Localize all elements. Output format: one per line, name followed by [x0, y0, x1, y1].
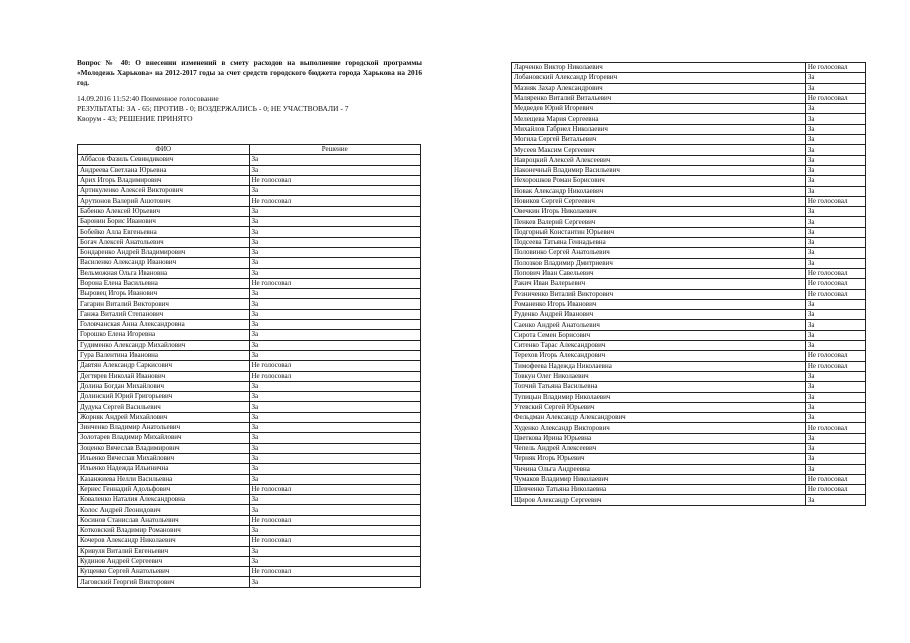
vote-decision: За	[249, 186, 421, 196]
vote-decision: За	[249, 577, 421, 587]
table-row	[78, 423, 421, 433]
vote-decision: За	[805, 217, 865, 227]
vote-decision: Не голосовал	[805, 279, 865, 289]
vote-decision: За	[249, 258, 421, 268]
deputy-name: Дудука Сергей Васильевич	[78, 402, 250, 412]
deputy-name: Саенко Андрей Анатольевич	[512, 320, 806, 330]
table-row	[512, 454, 866, 464]
vote-decision: За	[249, 546, 421, 556]
table-row	[78, 175, 421, 185]
deputy-name: Бондаренко Андрей Владимирович	[78, 247, 250, 257]
deputy-name: Арутюнов Валерий Ашотович	[78, 196, 250, 206]
table-row	[512, 402, 866, 412]
vote-decision: За	[249, 217, 421, 227]
vote-decision: За	[805, 341, 865, 351]
vote-decision: За	[249, 464, 421, 474]
deputy-name: Новиков Сергей Сергеевич	[512, 196, 806, 206]
vote-decision: За	[249, 340, 421, 350]
vote-decision: За	[805, 114, 865, 124]
vote-decision: Не голосовал	[805, 485, 865, 495]
deputy-name: Котковский Владимир Романович	[78, 525, 250, 535]
vote-decision: За	[249, 320, 421, 330]
table-row	[78, 330, 421, 340]
deputy-name: Кущенко Сергей Анатольевич	[78, 567, 250, 577]
deputy-name: Попович Иван Савельевич	[512, 268, 806, 278]
vote-decision: Не голосовал	[805, 196, 865, 206]
vote-decision: За	[805, 73, 865, 83]
vote-decision: За	[805, 382, 865, 392]
vote-decision: Не голосовал	[249, 515, 421, 525]
table-row	[512, 135, 866, 145]
table-row	[78, 237, 421, 247]
table-row	[512, 361, 866, 371]
deputy-name: Богач Алексей Анатольевич	[78, 237, 250, 247]
deputy-name: Ракич Иван Валерьевич	[512, 279, 806, 289]
vote-decision: За	[249, 227, 421, 237]
deputy-name: Михайлов Габриел Николаевич	[512, 124, 806, 134]
votes-table-left-body	[78, 155, 421, 587]
vote-decision: За	[805, 248, 865, 258]
vote-decision: За	[805, 165, 865, 175]
table-row	[512, 423, 866, 433]
vote-decision: За	[805, 320, 865, 330]
deputy-name: Черняк Игорь Юрьевич	[512, 454, 806, 464]
vote-decision: За	[249, 247, 421, 257]
table-row	[512, 124, 866, 134]
table-header-row	[78, 145, 421, 155]
table-row	[512, 186, 866, 196]
table-row	[512, 464, 866, 474]
column-header-name: ФИО	[78, 145, 250, 155]
votes-table-right-body	[512, 63, 866, 506]
vote-decision: За	[249, 505, 421, 515]
table-row	[512, 413, 866, 423]
table-row	[78, 515, 421, 525]
table-row	[78, 577, 421, 587]
vote-decision: За	[249, 381, 421, 391]
vote-decision: Не голосовал	[249, 484, 421, 494]
table-row	[512, 485, 866, 495]
deputy-name: Кочеров Александр Николаевич	[78, 536, 250, 546]
table-row	[78, 443, 421, 453]
table-row	[78, 361, 421, 371]
vote-decision: За	[805, 238, 865, 248]
vote-results: РЕЗУЛЬТАТЫ: ЗА - 65; ПРОТИВ - 0; ВОЗДЕРЖАЛИСЬ - 0; НЕ УЧАСТВОВАЛИ - 7	[77, 104, 349, 113]
table-row	[512, 289, 866, 299]
table-row	[78, 278, 421, 288]
vote-decision: За	[249, 299, 421, 309]
deputy-name: Ильенко Вячеслав Михайлович	[78, 453, 250, 463]
table-row	[512, 268, 866, 278]
deputy-name: Коваленко Наталия Александровна	[78, 495, 250, 505]
deputy-name: Нехорошков Роман Борисович	[512, 176, 806, 186]
deputy-name: Чичина Ольга Андреевна	[512, 464, 806, 474]
deputy-name: Товкун Олег Николаевич	[512, 371, 806, 381]
vote-decision: За	[249, 309, 421, 319]
table-row	[512, 155, 866, 165]
vote-decision: За	[249, 289, 421, 299]
vote-decision: За	[249, 433, 421, 443]
deputy-name: Шевченко Татьяна Николаевна	[512, 485, 806, 495]
document-header	[77, 58, 422, 124]
table-row	[512, 433, 866, 443]
table-row	[78, 217, 421, 227]
vote-decision: За	[249, 155, 421, 165]
vote-decision: За	[249, 402, 421, 412]
table-row	[78, 268, 421, 278]
deputy-name: Долинский Юрий Григорьевич	[78, 392, 250, 402]
table-row	[512, 73, 866, 83]
deputy-name: Подгорный Константин Юрьевич	[512, 227, 806, 237]
table-row	[78, 320, 421, 330]
deputy-name: Пенкев Валерий Сергеевич	[512, 217, 806, 227]
deputy-name: Полозков Владимир Дмитриевич	[512, 258, 806, 268]
deputy-name: Мусеев Максим Сергеевич	[512, 145, 806, 155]
table-row	[78, 371, 421, 381]
vote-decision: За	[249, 412, 421, 422]
deputy-name: Тимофеева Надежда Николаевна	[512, 361, 806, 371]
votes-table-left	[77, 144, 421, 588]
vote-decision: За	[805, 495, 865, 505]
table-row	[78, 495, 421, 505]
votes-table-right	[511, 62, 866, 506]
table-row	[512, 93, 866, 103]
vote-decision: За	[249, 453, 421, 463]
vote-decision: За	[249, 525, 421, 535]
deputy-name: Руденко Андрей Иванович	[512, 310, 806, 320]
deputy-name: Топчий Татьяна Васильевна	[512, 382, 806, 392]
table-row	[78, 433, 421, 443]
deputy-name: Зинченко Владимир Анатольевич	[78, 423, 250, 433]
vote-decision: Не голосовал	[805, 351, 865, 361]
deputy-name: Мазняк Захар Александрович	[512, 83, 806, 93]
table-row	[512, 63, 866, 73]
vote-decision: За	[805, 176, 865, 186]
deputy-name: Косинов Станислав Анатольевич	[78, 515, 250, 525]
deputy-name: Гагарин Виталий Викторович	[78, 299, 250, 309]
deputy-name: Ильенко Надежда Ильинична	[78, 464, 250, 474]
deputy-name: Гура Валентина Ивановна	[78, 350, 250, 360]
deputy-name: Гудименко Александр Михайлович	[78, 340, 250, 350]
table-row	[512, 176, 866, 186]
vote-decision: Не голосовал	[249, 278, 421, 288]
table-row	[78, 453, 421, 463]
table-row	[512, 196, 866, 206]
vote-decision: За	[805, 433, 865, 443]
vote-decision: За	[805, 124, 865, 134]
table-row	[512, 495, 866, 505]
deputy-name: Худенко Александр Викторович	[512, 423, 806, 433]
deputy-name: Казанжиева Нелли Васильевна	[78, 474, 250, 484]
vote-decision: За	[805, 413, 865, 423]
deputy-name: Ситенко Тарас Александрович	[512, 341, 806, 351]
vote-decision: За	[249, 495, 421, 505]
vote-decision: За	[805, 371, 865, 381]
vote-decision: За	[805, 258, 865, 268]
deputy-name: Резниченко Виталий Викторович	[512, 289, 806, 299]
table-row	[78, 247, 421, 257]
table-row	[78, 556, 421, 566]
deputy-name: Кудинов Андрей Сергеевич	[78, 556, 250, 566]
table-row	[78, 186, 421, 196]
vote-decision: За	[805, 443, 865, 453]
table-row	[78, 258, 421, 268]
table-row	[512, 310, 866, 320]
vote-decision: За	[249, 423, 421, 433]
deputy-name: Василенко Александр Иванович	[78, 258, 250, 268]
vote-decision: За	[805, 454, 865, 464]
table-row	[512, 351, 866, 361]
deputy-name: Выровец Игорь Иванович	[78, 289, 250, 299]
table-row	[512, 330, 866, 340]
table-row	[512, 279, 866, 289]
deputy-name: Чепель Андрей Алексеевич	[512, 443, 806, 453]
deputy-name: Дегтярев Николай Иванович	[78, 371, 250, 381]
deputy-name: Зоценко Вячеслав Владимирович	[78, 443, 250, 453]
vote-decision: За	[249, 443, 421, 453]
deputy-name: Навроцкий Алексей Алексеевич	[512, 155, 806, 165]
table-row	[78, 309, 421, 319]
deputy-name: Цветкова Ирина Юрьевна	[512, 433, 806, 443]
deputy-name: Баронин Борис Иванович	[78, 217, 250, 227]
deputy-name: Артикуленко Алексей Викторович	[78, 186, 250, 196]
vote-decision: За	[249, 237, 421, 247]
table-row	[78, 474, 421, 484]
table-row	[512, 248, 866, 258]
table-row	[512, 443, 866, 453]
deputy-name: Кернес Геннадий Адольфович	[78, 484, 250, 494]
deputy-name: Головчанская Анна Александровна	[78, 320, 250, 330]
vote-decision: Не голосовал	[249, 567, 421, 577]
deputy-name: Щиров Александр Сергеевич	[512, 495, 806, 505]
table-row	[512, 217, 866, 227]
vote-decision: Не голосовал	[805, 63, 865, 73]
vote-decision: За	[249, 556, 421, 566]
deputy-name: Могила Сергей Витальевич	[512, 135, 806, 145]
table-row	[78, 412, 421, 422]
vote-decision: Не голосовал	[805, 93, 865, 103]
deputy-name: Наконечный Владимир Васильевич	[512, 165, 806, 175]
vote-decision: Не голосовал	[249, 371, 421, 381]
vote-decision: Не голосовал	[805, 361, 865, 371]
table-row	[512, 165, 866, 175]
vote-decision: За	[805, 135, 865, 145]
table-row	[78, 227, 421, 237]
deputy-name: Ворона Елена Васильевна	[78, 278, 250, 288]
vote-decision: Не голосовал	[805, 268, 865, 278]
vote-decision: За	[805, 155, 865, 165]
vote-decision: За	[805, 330, 865, 340]
deputy-name: Лобановский Александр Игоревич	[512, 73, 806, 83]
vote-decision: За	[249, 350, 421, 360]
table-row	[78, 340, 421, 350]
deputy-name: Ларченко Виктор Николаевич	[512, 63, 806, 73]
table-row	[78, 196, 421, 206]
deputy-name: Фельдман Александр Александрович	[512, 413, 806, 423]
table-row	[512, 320, 866, 330]
deputy-name: Терехов Игорь Александрович	[512, 351, 806, 361]
vote-decision: За	[249, 165, 421, 175]
deputy-name: Бобейко Алла Евгеньевна	[78, 227, 250, 237]
table-row	[512, 207, 866, 217]
deputy-name: Половинко Сергей Анатольевич	[512, 248, 806, 258]
table-row	[512, 83, 866, 93]
vote-decision: За	[805, 83, 865, 93]
vote-quorum: Кворум - 43; РЕШЕНИЕ ПРИНЯТО	[77, 114, 193, 123]
vote-decision: Не голосовал	[805, 289, 865, 299]
vote-decision: За	[805, 104, 865, 114]
deputy-name: Романенко Игорь Иванович	[512, 299, 806, 309]
deputy-name: Лаговский Георгий Викторович	[78, 577, 250, 587]
table-row	[78, 350, 421, 360]
vote-decision: За	[805, 207, 865, 217]
table-row	[78, 567, 421, 577]
deputy-name: Долина Богдан Михайлович	[78, 381, 250, 391]
question-title: Вопрос № 40: О внесении изменений в смету расходов на выполнение городской программы «Молодежь Харькова» на 2012-2017 годы за счет средств городского бюджета города Харькова на 2016 год.	[77, 58, 422, 87]
deputy-name: Арих Игорь Владимирович	[78, 175, 250, 185]
table-row	[512, 227, 866, 237]
table-row	[78, 525, 421, 535]
vote-decision: Не голосовал	[805, 423, 865, 433]
table-row	[512, 341, 866, 351]
deputy-name: Новак Александр Николаевич	[512, 186, 806, 196]
vote-decision: За	[249, 206, 421, 216]
deputy-name: Колос Андрей Леонидович	[78, 505, 250, 515]
deputy-name: Тупицын Владимир Николаевич	[512, 392, 806, 402]
deputy-name: Золотарев Владимир Михайлович	[78, 433, 250, 443]
table-row	[512, 299, 866, 309]
table-row	[78, 155, 421, 165]
vote-decision: Не голосовал	[249, 175, 421, 185]
table-row	[78, 484, 421, 494]
deputy-name: Ганжа Виталий Степанович	[78, 309, 250, 319]
vote-decision: За	[249, 268, 421, 278]
table-row	[512, 104, 866, 114]
deputy-name: Утевский Сергей Юрьевич	[512, 402, 806, 412]
deputy-name: Бабенко Алексей Юрьевич	[78, 206, 250, 216]
table-row	[78, 392, 421, 402]
table-row	[78, 505, 421, 515]
deputy-name: Чумаков Владимир Николаевич	[512, 474, 806, 484]
table-row	[512, 382, 866, 392]
vote-decision: За	[805, 299, 865, 309]
vote-decision: За	[805, 310, 865, 320]
vote-decision: Не голосовал	[805, 474, 865, 484]
vote-info	[77, 94, 422, 124]
table-row	[78, 381, 421, 391]
table-row	[512, 474, 866, 484]
deputy-name: Мелещева Мария Сергеевна	[512, 114, 806, 124]
table-row	[78, 546, 421, 556]
table-row	[78, 536, 421, 546]
deputy-name: Кривуля Виталий Евгеньевич	[78, 546, 250, 556]
deputy-name: Сирота Семен Борисович	[512, 330, 806, 340]
deputy-name: Горошко Елена Игоревна	[78, 330, 250, 340]
table-row	[78, 206, 421, 216]
table-row	[78, 289, 421, 299]
vote-decision: За	[805, 464, 865, 474]
vote-decision: За	[805, 145, 865, 155]
table-row	[512, 371, 866, 381]
deputy-name: Овечкин Игорь Николаевич	[512, 207, 806, 217]
deputy-name: Вельможная Ольга Ивановна	[78, 268, 250, 278]
vote-decision: Не голосовал	[249, 536, 421, 546]
deputy-name: Медведев Юрий Игоревич	[512, 104, 806, 114]
vote-decision: За	[249, 330, 421, 340]
table-row	[78, 165, 421, 175]
vote-time: 14.09.2016 11:52:40 Поименное голосование	[77, 94, 219, 103]
vote-decision: За	[805, 402, 865, 412]
table-row	[512, 145, 866, 155]
table-row	[512, 238, 866, 248]
vote-decision: За	[805, 186, 865, 196]
vote-decision: За	[805, 227, 865, 237]
table-row	[512, 392, 866, 402]
vote-decision: За	[249, 474, 421, 484]
deputy-name: Андреева Светлана Юрьевна	[78, 165, 250, 175]
deputy-name: Давтян Александр Саркисович	[78, 361, 250, 371]
deputy-name: Жорняк Андрей Михайлович	[78, 412, 250, 422]
table-row	[78, 299, 421, 309]
column-header-decision: Решение	[249, 145, 421, 155]
vote-decision: За	[805, 392, 865, 402]
table-row	[78, 402, 421, 412]
vote-decision: Не голосовал	[249, 361, 421, 371]
table-row	[512, 114, 866, 124]
deputy-name: Маляренко Виталий Витальевич	[512, 93, 806, 103]
vote-decision: Не голосовал	[249, 196, 421, 206]
deputy-name: Подсеева Татьяна Геннадьевна	[512, 238, 806, 248]
table-row	[512, 258, 866, 268]
vote-decision: За	[249, 392, 421, 402]
deputy-name: Аббасов Фазиль Севиндикович	[78, 155, 250, 165]
table-row	[78, 464, 421, 474]
